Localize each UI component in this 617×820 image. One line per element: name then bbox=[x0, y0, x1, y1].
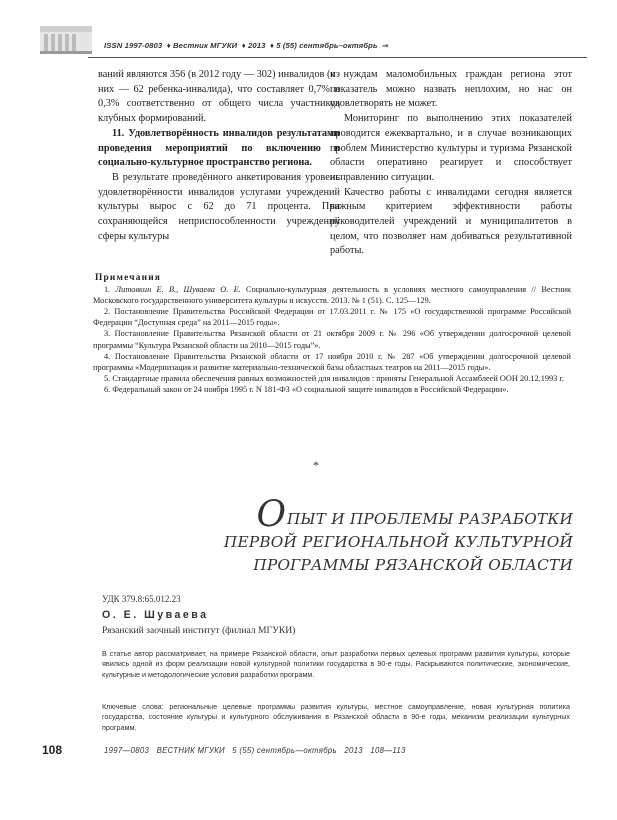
journal-logo-icon bbox=[40, 26, 92, 54]
article-title bbox=[223, 494, 573, 577]
header-issue: 5 (55) сентябрь–октябрь bbox=[276, 41, 378, 50]
notes-section bbox=[93, 273, 571, 395]
right-paragraph-2: Мониторинг по выполнению этих показателей проводится ежеквартально, и в случае возникающих проблем Министерство культуры и туризма Рязанской области оперативно реагирует и способствует исправлению ситуации. bbox=[330, 113, 572, 183]
running-footer bbox=[0, 743, 617, 767]
udk-code: УДК 379.8:65.012.23 bbox=[102, 594, 181, 604]
note-item: 5. Стандартные правила обеспечения равных возможностей для инвалидов : приняты Генеральной Ассамблеей ООН 20.12.1993 г. bbox=[104, 373, 564, 383]
section-separator: * bbox=[313, 458, 319, 472]
header-issn: ISSN 1997-0803 bbox=[104, 41, 163, 50]
title-initial: О bbox=[256, 494, 286, 535]
left-paragraph-heading: 11. Удовлетворённость инвалидов результатами проведения мероприятий по включению в социально-культурное пространство региона. bbox=[98, 127, 340, 169]
abstract-text: В статье автор рассматривает, на примере Рязанской области, опыт разработки первых целевых программ развития культуры, которые явились одной из форм реализации новой культурной политики государства в 90-е годы. Раскрываются политические, экономические, культурные и методологические условия разработки программ. bbox=[102, 649, 570, 679]
header-rule bbox=[88, 57, 587, 58]
header-year: 2013 bbox=[248, 41, 266, 50]
keywords-text: Ключевые слова: региональные целевые программы развития культуры, местное самоуправление, новая культурная политика государства, состояние культуры и культурного обслуживания в Рязанской области в 90-е годы, механизм реализации культурных программ. bbox=[102, 702, 570, 732]
right-paragraph-1: к нуждам маломобильных граждан региона этот показатель можно назвать неплохим, но нас он удовлетворять не может. bbox=[330, 69, 572, 110]
note-item: 2. Постановление Правительства Российской Федерации от 17.03.2011 г. № 175 «О государственной программе Российской Федерации “Доступная среда” на 2011—2015 годы». bbox=[93, 307, 572, 328]
left-column bbox=[98, 68, 340, 244]
abstract bbox=[102, 649, 570, 680]
left-paragraph-1: ваний являются 356 (в 2012 году — 302) инвалидов (из них — 62 ребенка-инвалида), что составляет 0,7% и 0,3% соответственно от общего числа участников клубных формирований. bbox=[98, 69, 340, 125]
note-item: 6. Федеральный закон от 24 ноября 1995 г. N 181-ФЗ «О социальной защите инвалидов в Российской Федерации». bbox=[104, 384, 509, 394]
header-text: ISSN 1997-0803 ♦ Вестник МГУКИ ♦ 2013 ♦ 5 (55) сентябрь–октябрь ⇒ bbox=[104, 41, 389, 50]
note-item: 4. Постановление Правительства Рязанской области от 17 ноября 2010 г. № 287 «Об утверждении долгосрочной целевой программы «Модернизация и развитие материально-технической базы областных театров на 2011—2015 годы». bbox=[93, 351, 571, 372]
note-item: 3. Постановление Правительства Рязанской области от 21 октября 2009 г. № 296 «Об утверждении долгосрочной целевой программы “Культура Рязанской области на 2010—2015 годы”». bbox=[93, 329, 571, 350]
header-arrow-icon: ⇒ bbox=[382, 41, 389, 50]
title-line-2: ПЕРВОЙ РЕГИОНАЛЬНОЙ КУЛЬТУРНОЙ bbox=[223, 533, 573, 551]
keywords bbox=[102, 702, 570, 733]
title-line-3: ПРОГРАММЫ РЯЗАНСКОЙ ОБЛАСТИ bbox=[253, 556, 573, 574]
footer-text: 1997—0803 ВЕСТНИК МГУКИ 5 (55) сентябрь—октябрь 2013 108—113 bbox=[104, 746, 406, 755]
left-paragraph-3: В результате проведённого анкетирования уровень удовлетворённости инвалидов услугами учреждений культуры вырос с 62 до 71 процента. При сохраняющейся неприспособленности учреждений сферы культуры bbox=[98, 171, 340, 242]
right-column bbox=[330, 68, 572, 259]
running-header bbox=[0, 0, 617, 60]
header-journal: Вестник МГУКИ bbox=[172, 41, 238, 50]
note-item: 1. Литовкин Е. В., Шуваева О. Е. Социально-культурная деятельность в условиях местного самоуправления // Вестник Московского государственного университета культуры и искусств. 2013. № 1 (51). С. 125—129. bbox=[93, 285, 571, 306]
author-affiliation: Рязанский заочный институт (филиал МГУКИ) bbox=[102, 625, 296, 636]
right-paragraph-3: Качество работы с инвалидами сегодня является важным критерием эффективности работы руководителей учреждений и муниципалитетов в целом, что позволяет нам добиваться результативной работы. bbox=[330, 186, 572, 257]
notes-title: Примечания bbox=[95, 273, 162, 283]
page-number: 108 bbox=[42, 743, 63, 757]
author-name: О. Е. Шуваева bbox=[102, 609, 209, 621]
title-line-1: ПЫТ И ПРОБЛЕМЫ РАЗРАБОТКИ bbox=[286, 510, 573, 528]
